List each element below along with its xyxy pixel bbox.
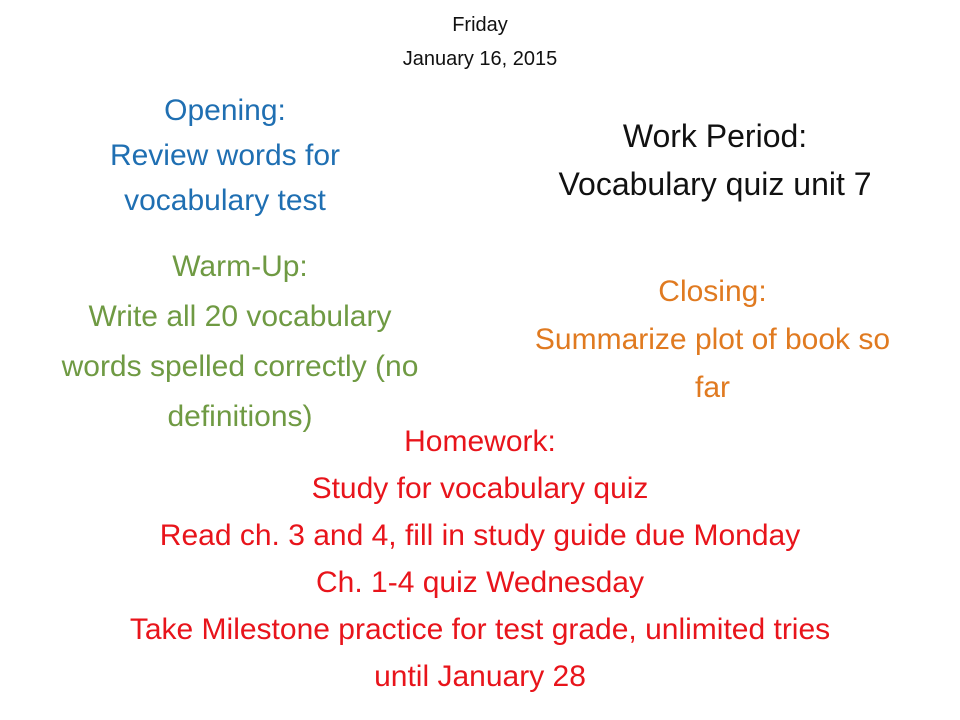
header-day: Friday bbox=[452, 14, 508, 36]
homework-line: Take Milestone practice for test grade, unlimited tries bbox=[129, 613, 831, 646]
closing-section bbox=[480, 268, 945, 412]
homework-line: Read ch. 3 and 4, fill in study guide due Monday bbox=[159, 519, 801, 552]
header-date: January 16, 2015 bbox=[402, 48, 558, 70]
homework-title: Homework: bbox=[404, 425, 556, 458]
homework-line: Ch. 1-4 quiz Wednesday bbox=[316, 566, 644, 599]
opening-line: vocabulary test bbox=[124, 184, 326, 217]
warm-up-line: words spelled correctly (no bbox=[61, 350, 419, 383]
opening-line: Review words for bbox=[109, 139, 341, 172]
homework-line: Study for vocabulary quiz bbox=[311, 472, 649, 505]
work-period-section bbox=[505, 112, 925, 208]
closing-title: Closing: bbox=[658, 275, 767, 308]
closing-line: far bbox=[694, 371, 730, 404]
slide-header bbox=[280, 8, 680, 76]
work-period-line: Vocabulary quiz unit 7 bbox=[558, 166, 872, 202]
homework-section bbox=[10, 418, 950, 700]
warm-up-line: Write all 20 vocabulary bbox=[88, 300, 392, 333]
warm-up-title: Warm-Up: bbox=[172, 250, 308, 283]
opening-section bbox=[40, 88, 410, 223]
homework-line: until January 28 bbox=[374, 660, 586, 693]
opening-title: Opening: bbox=[164, 94, 286, 127]
warm-up-line: definitions) bbox=[167, 400, 313, 433]
warm-up-section bbox=[5, 242, 475, 442]
closing-line: Summarize plot of book so bbox=[534, 323, 891, 356]
work-period-title: Work Period: bbox=[622, 118, 808, 154]
